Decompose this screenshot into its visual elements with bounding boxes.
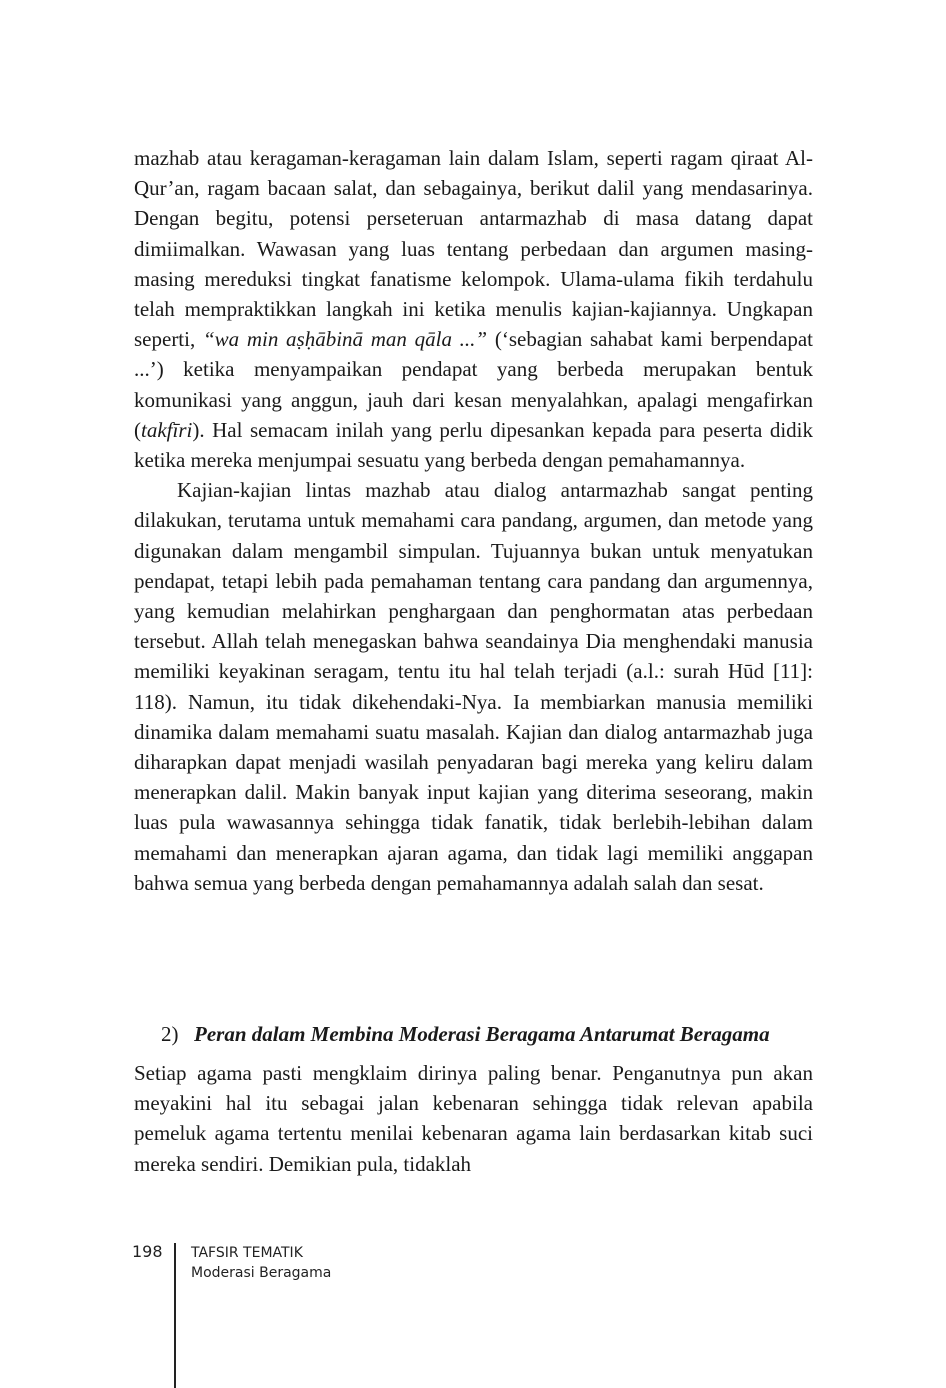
body-paragraph: [134, 143, 813, 475]
body-paragraph: Kajian-kajian lintas mazhab atau dialog antarmazhab sangat penting dilakukan, terutama untuk memahami cara pandang, argumen, dan metode yang digunakan dalam mengambil simpulan. Tujuannya bukan untuk menyatukan pendapat, tetapi lebih pada pemahaman tentang cara pandang dan argumennya, yang kemudian melahirkan penghargaan dan penghormatan atas perbedaan tersebut. Allah telah menegaskan bahwa seandainya Dia menghendaki manusia memiliki keyakinan seragam, tentu itu hal telah terjadi (a.l.: surah Hūd [11]: 118). Namun, itu tidak dikehendaki-Nya. Ia membiarkan manusia memiliki dinamika dalam memahami suatu masalah. Kajian dan dialog antarmazhab juga diharapkan dapat menjadi wasilah penyadaran bagi mereka yang keliru dalam menerapkan dalil. Makin banyak input kajian yang diterima seseorang, makin luas pula wawasannya sehingga tidak fanatik, tidak berlebih-lebihan dalam memahami dan menerapkan ajaran agama, dan tidak lagi memiliki anggapan bahwa semua yang berbeda dengan pemahamannya adalah salah dan sesat.: [134, 478, 813, 895]
paragraph-text: ). Hal semacam inilah yang perlu dipesankan kepada para peserta didik ketika mereka menjumpai sesuatu yang berbeda dengan pemahamannya.: [134, 417, 813, 473]
running-footer: [191, 1243, 331, 1283]
book-title: TAFSIR TEMATIK: [191, 1245, 303, 1261]
paragraph-text: mazhab atau keragaman-keragaman lain dalam Islam, seperti ragam qiraat Al-Qur’an, ragam bacaan salat, dan sebagainya, berikut dalil yang mendasarinya. Dengan begitu, potensi perseteruan antarmazhab di masa datang dapat dimiimalkan. Wawasan yang luas tentang perbedaan dan argumen masing-masing mereduksi tingkat fanatisme kelompok. Ulama-ulama fikih terdahulu telah mempraktikkan langkah ini ketika menulis kajian-kajiannya. Ungkapan seperti,: [134, 146, 813, 352]
arabic-quote: “wa min aṣḥābinā man qāla ...”: [202, 327, 488, 352]
body-paragraph: Setiap agama pasti mengklaim dirinya paling benar. Penganutnya pun akan meyakini hal itu sebagai jalan kebenaran sehingga tidak relevan apabila pemeluk agama tertentu menilai kebenaran agama lain berdasarkan kitab suci mereka sendiri. Demikian pula, tidaklah: [134, 1061, 813, 1176]
book-subtitle: Moderasi Beragama: [191, 1265, 332, 1281]
section-number: 2): [161, 1022, 179, 1046]
page-number: 198: [132, 1242, 163, 1261]
paragraph-text: (‘sebagian sahabat kami berpendapat ...’) ketika menyampaikan pendapat yang berbeda merupakan bentuk komunikasi yang anggun, jauh dari kesan menyalahkan, apalagi mengafirkan (: [134, 327, 813, 442]
main-text-block: [134, 143, 813, 898]
section-text-block: [134, 1058, 813, 1179]
section-title: Peran dalam Membina Moderasi Beragama Antarumat Beragama: [194, 1022, 770, 1046]
arabic-term: takfīri: [141, 417, 193, 442]
section-heading: [161, 1019, 821, 1049]
footer-divider: [174, 1243, 176, 1388]
